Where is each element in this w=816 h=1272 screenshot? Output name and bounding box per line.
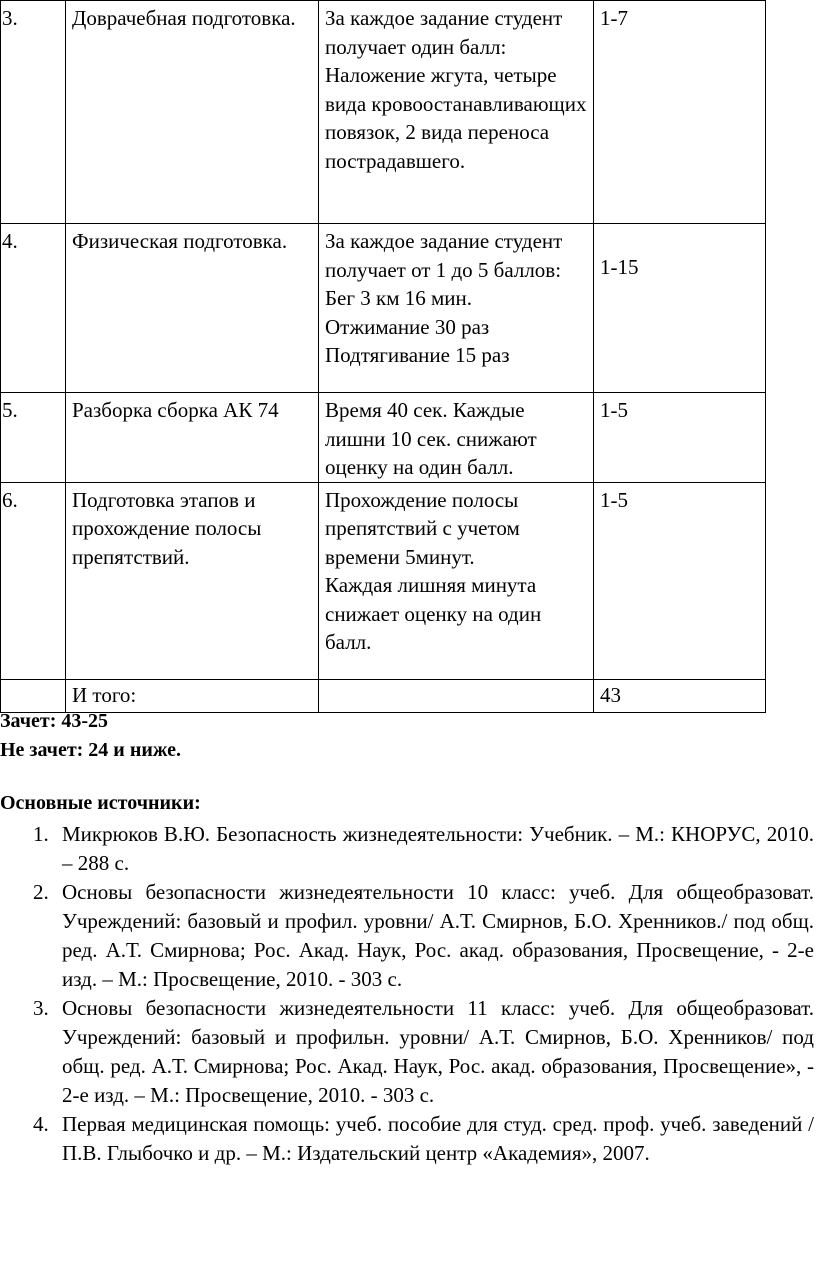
fail-criteria: Не зачет: 24 и ниже. <box>0 739 181 761</box>
row-score: 1-5 <box>594 482 766 679</box>
description-line: Подтягивание 15 раз <box>325 343 510 367</box>
row-description <box>319 224 594 393</box>
item-text: Основы безопасности жизнедеятельности 10 класс: учеб. Для общеобразоват. Учреждений: базовый и профил. уровни/ А.Т. Смирнов, Б.О. Хренников./ под общ. ред. А.Т. Смирнова; Рос. Акад. Наук, Рос. акад. образования, Просвещение, - 2-е изд. – М.: Просвещение, 2010. - 303 с. <box>62 880 814 991</box>
total-score: 43 <box>594 679 766 712</box>
row-name: Доврачебная подготовка. <box>66 1 319 224</box>
description-line: Отжимание 30 раз <box>325 314 490 339</box>
row-number: 3. <box>1 1 66 224</box>
row-description <box>319 393 594 483</box>
description-line: Бег 3 км 16 мин. <box>325 286 472 310</box>
row-description <box>319 1 594 224</box>
row-name: Физическая подготовка. <box>66 224 319 393</box>
row-name: Разборка сборка АК 74 <box>66 393 319 483</box>
list-item <box>0 820 816 878</box>
table-row <box>1 482 766 679</box>
row-description <box>319 482 594 679</box>
row-score <box>594 224 766 393</box>
row-name: Подготовка этапов и прохождение полосы препятствий. <box>66 482 319 679</box>
total-label: И того: <box>66 679 319 712</box>
item-number: 1. <box>33 822 49 846</box>
row-number: 6. <box>1 482 66 679</box>
list-item <box>0 994 816 1110</box>
row-score: 1-7 <box>594 1 766 224</box>
sources-list <box>0 820 816 1168</box>
table-row <box>1 224 766 393</box>
grading-summary <box>0 707 181 765</box>
row-score: 1-5 <box>594 393 766 483</box>
score-value: 1-15 <box>600 255 639 279</box>
table-row <box>1 393 766 483</box>
item-number: 3. <box>33 996 49 1020</box>
total-description <box>319 679 594 712</box>
item-text: Микрюков В.Ю. Безопасность жизнедеятельности: Учебник. – М.: КНОРУС, 2010. – 288 с. <box>62 822 814 875</box>
item-number: 4. <box>33 1112 49 1136</box>
list-item <box>0 878 816 994</box>
pass-criteria: Зачет: 43-25 <box>0 710 109 732</box>
description-line: За каждое задание студент получает один балл: Наложение жгута, четыре вида кровоостанавливающих повязок, 2 вида переноса пострадавшего. <box>325 6 587 173</box>
row-number: 5. <box>1 393 66 483</box>
description-line: Время 40 сек. Каждые лишни 10 сек. снижают оценку на один балл. <box>325 398 537 479</box>
item-number: 2. <box>33 880 49 904</box>
list-item <box>0 1110 816 1168</box>
item-text: Основы безопасности жизнедеятельности 11 класс: учеб. Для общеобразоват. Учреждений: базовый и профильн. уровни/ А.Т. Смирнов, Б.О. Хренников/ под общ. ред. А.Т. Смирнова; Рос. Акад. Наук, Рос. акад. образования, Просвещение», - 2-е изд. – М.: Просвещение, 2010. - 303 с. <box>62 996 814 1107</box>
sources-heading: Основные источники: <box>0 792 201 814</box>
item-text: Первая медицинская помощь: учеб. пособие для студ. сред. проф. учеб. заведений / П.В. Глыбочко и др. – М.: Издательский центр «Академия», 2007. <box>62 1112 814 1165</box>
table-row <box>1 1 766 224</box>
description-line: Прохождение полосы препятствий с учетом времени 5минут. <box>325 487 520 569</box>
description-line: За каждое задание студент получает от 1 до 5 баллов: <box>325 229 563 282</box>
row-number: 4. <box>1 224 66 393</box>
description-line: Каждая лишняя минута снижает оценку на один балл. <box>325 573 542 654</box>
